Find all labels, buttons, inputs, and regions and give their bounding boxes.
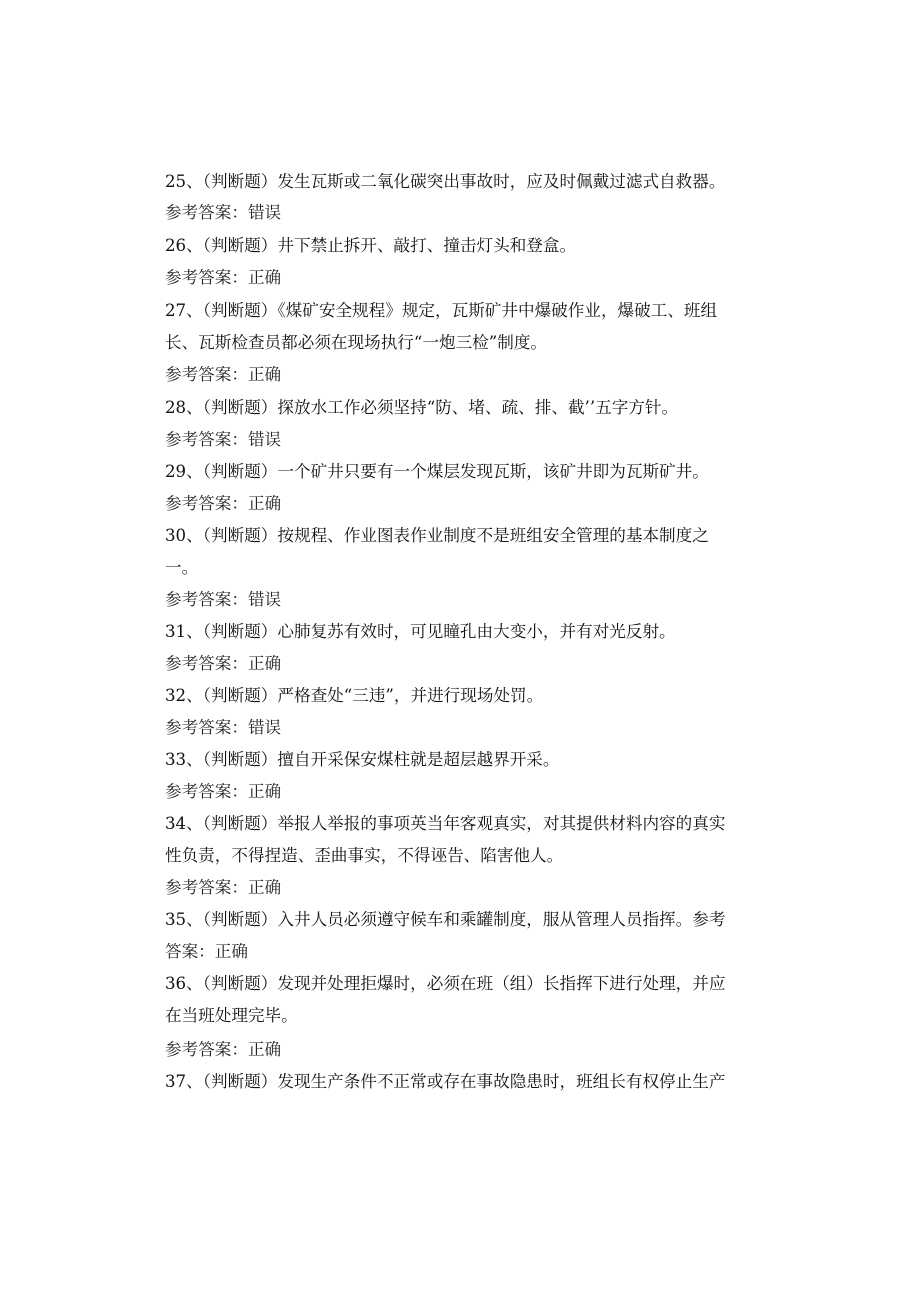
question-line: 35、（判断题）入井人员必须遵守候车和乘罐制度，服从管理人员指挥。参考 — [165, 910, 726, 929]
answer-line: 参考答案：正确 — [165, 494, 282, 513]
answer-line: 答案：正确 — [165, 942, 248, 961]
answer-line: 参考答案：正确 — [165, 654, 282, 673]
answer-line: 参考答案：错误 — [165, 430, 282, 449]
question-line: 29、（判断题）一个矿井只要有一个煤层发现瓦斯，该矿井即为瓦斯矿井。 — [165, 462, 709, 481]
question-line: 28、（判断题）探放水工作必须坚持“防、堵、疏、排、截’’五字方针。 — [165, 398, 679, 417]
answer-line: 参考答案：错误 — [165, 718, 282, 737]
question-line: 性负责，不得捏造、歪曲事实，不得诬告、陷害他人。 — [165, 846, 564, 865]
question-line: 32、（判断题）严格查处“三违”，并进行现场处罚。 — [165, 686, 544, 705]
question-line: 27、（判断题）《煤矿安全规程》规定，瓦斯矿井中爆破作业，爆破工、班组 — [165, 301, 718, 320]
answer-line: 参考答案：正确 — [165, 1040, 282, 1059]
question-line: 36、（判断题）发现并处理拒爆时，必须在班（组）长指挥下进行处理，并应 — [165, 974, 726, 993]
question-line: 37、（判断题）发现生产条件不正常或存在事故隐患时，班组长有权停止生产 — [165, 1072, 726, 1091]
question-line: 33、（判断题）擅自开采保安煤柱就是超层越界开采。 — [165, 750, 560, 769]
answer-line: 参考答案：正确 — [165, 365, 282, 384]
answer-line: 参考答案：正确 — [165, 268, 282, 287]
question-line: 26、（判断题）井下禁止拆开、敲打、撞击灯头和登盒。 — [165, 236, 577, 255]
question-line: 34、（判断题）举报人举报的事项英当年客观真实，对其提供材料内容的真实 — [165, 814, 726, 833]
answer-line: 参考答案：错误 — [165, 203, 282, 222]
question-line: 31、（判断题）心肺复苏有效时，可见瞳孔由大变小，并有对光反射。 — [165, 622, 676, 641]
answer-line: 参考答案：错误 — [165, 590, 282, 609]
question-line: 长、瓦斯检查员都必须在现场执行“一炮三检”制度。 — [165, 333, 548, 352]
answer-line: 参考答案：正确 — [165, 782, 282, 801]
question-line: 在当班处理完毕。 — [165, 1006, 298, 1025]
answer-line: 参考答案：正确 — [165, 878, 282, 897]
question-line: 一。 — [165, 558, 199, 577]
question-line: 30、（判断题）按规程、作业图表作业制度不是班组安全管理的基本制度之 — [165, 526, 709, 545]
question-line: 25、（判断题）发生瓦斯或二氧化碳突出事故时，应及时佩戴过滤式自救器。 — [165, 172, 726, 191]
